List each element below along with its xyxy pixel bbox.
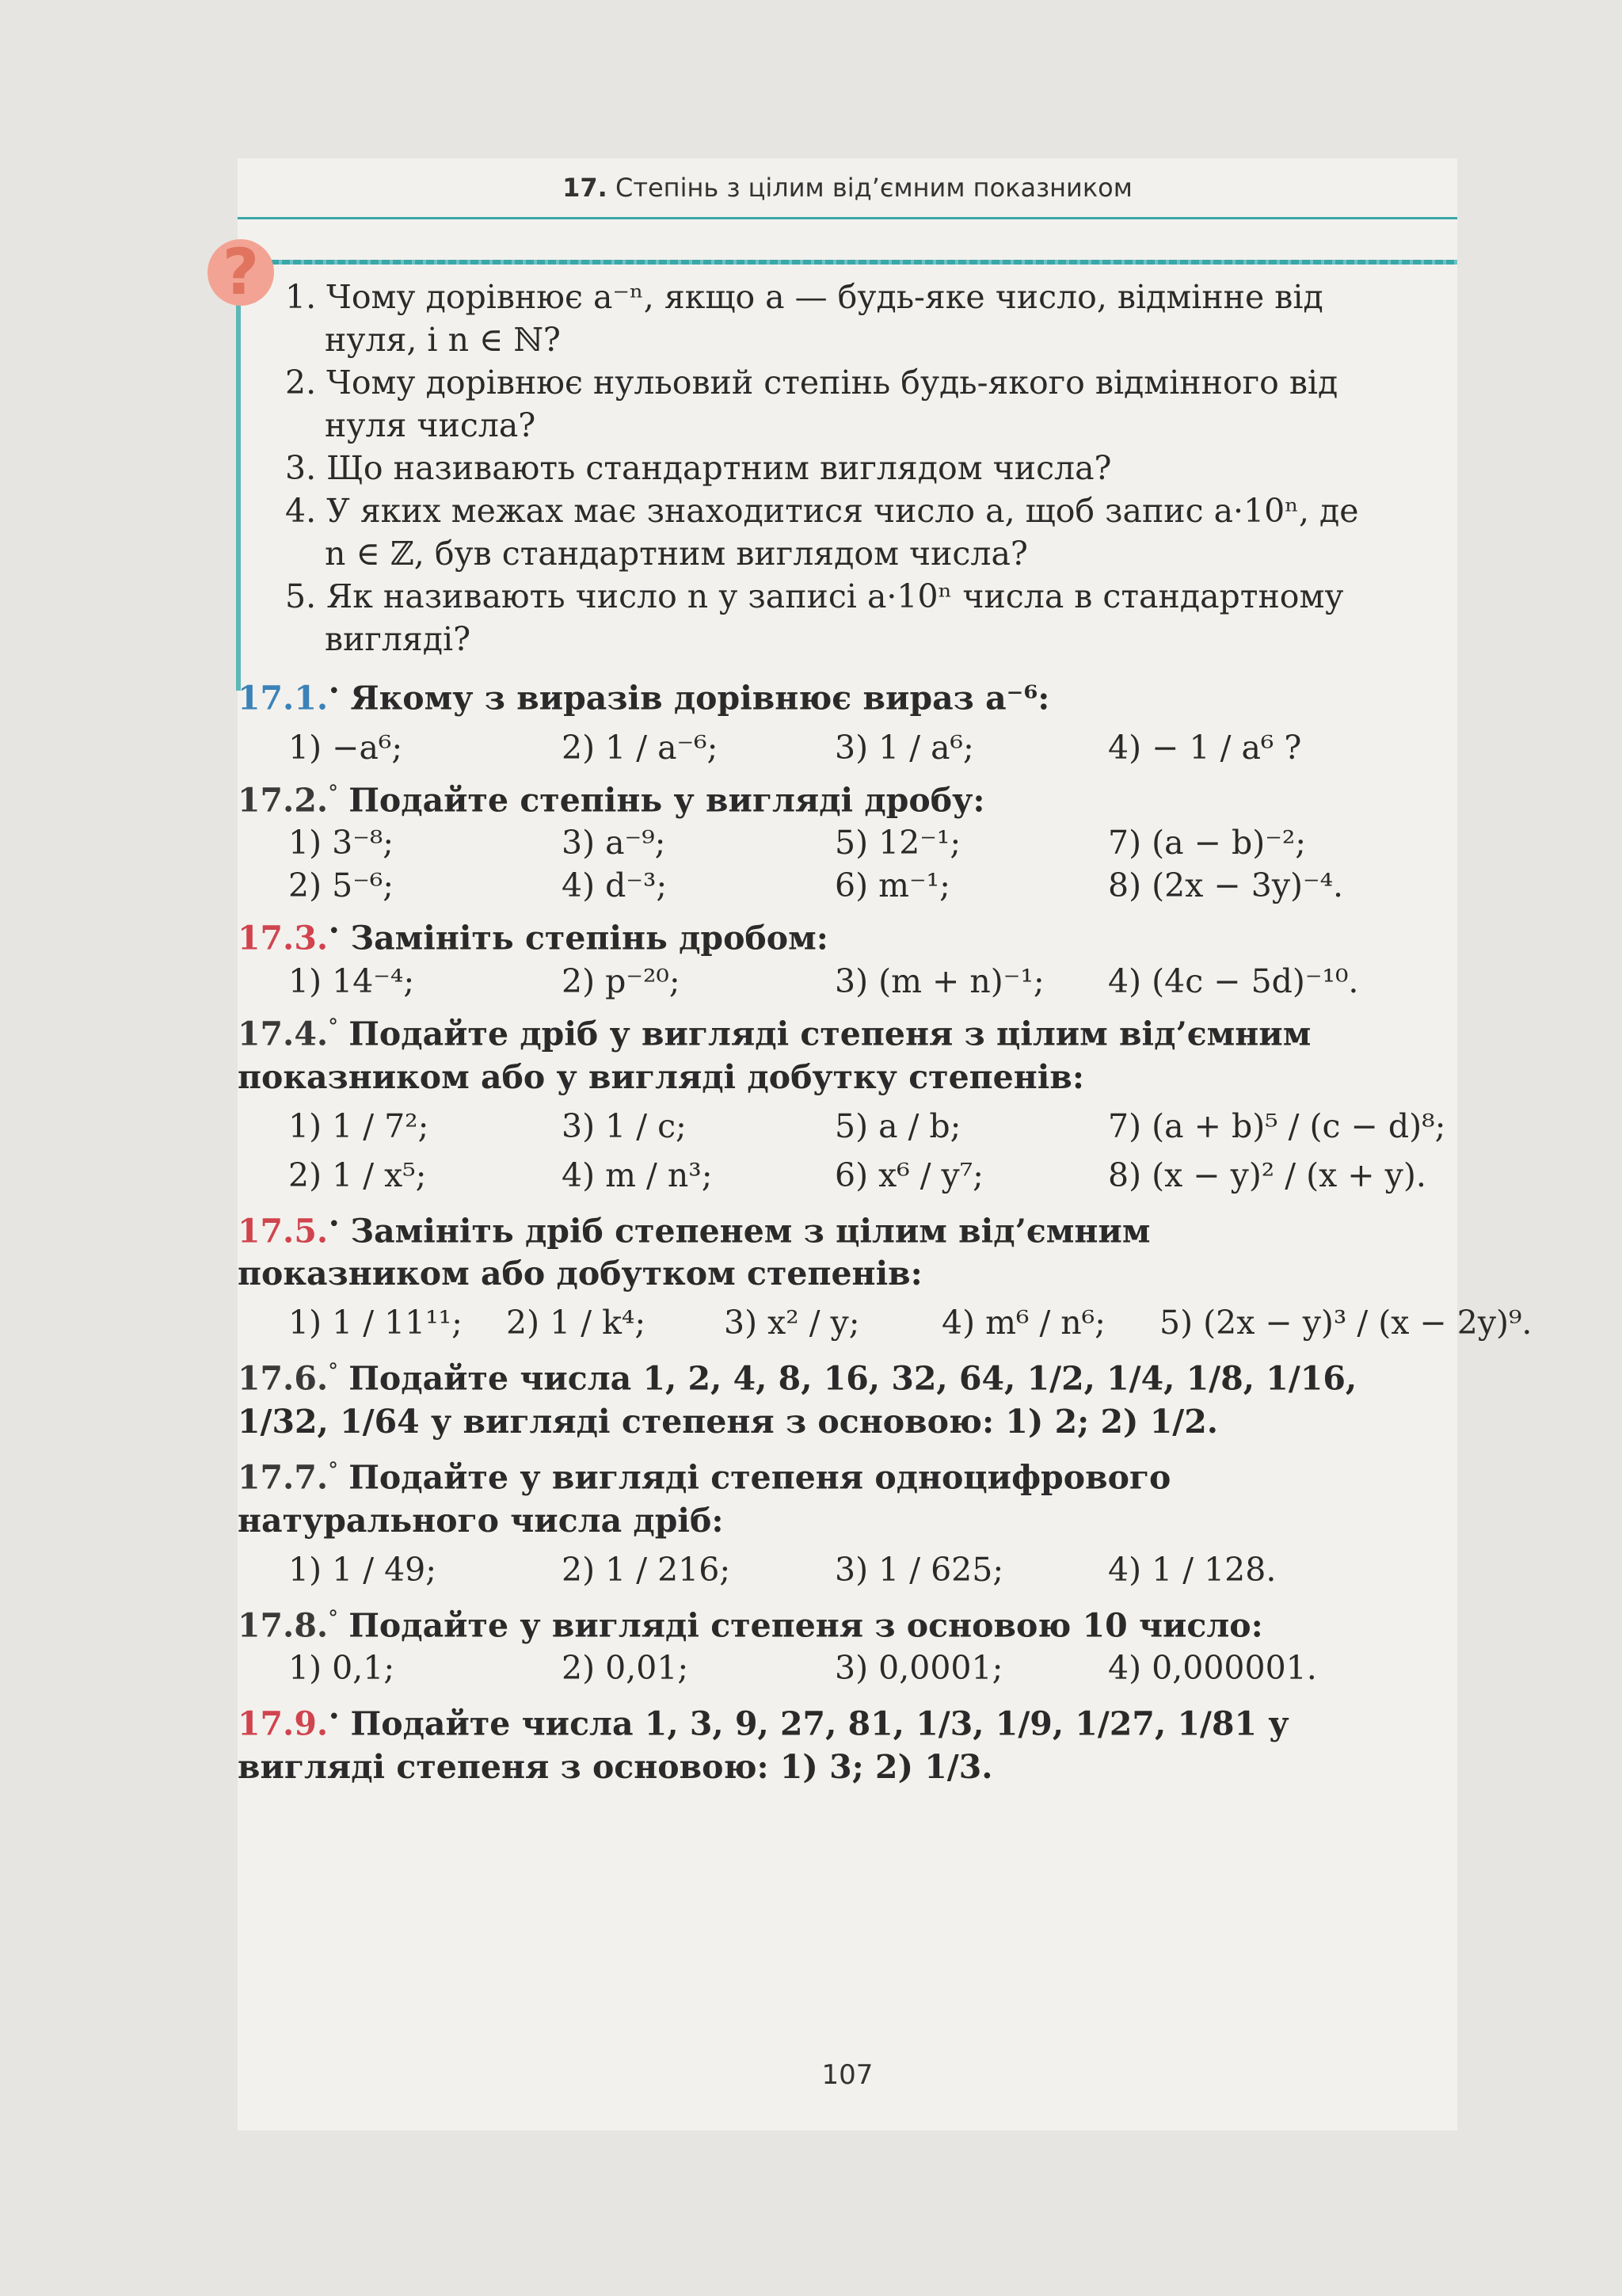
exercise-text: Подайте числа 1, 2, 4, 8, 16, 32, 64, 1/2, 1/4, 1/8, 1/16, 1/32, 1/64 у вигляді степеня з основою: 1) 2; 2) 1/2. bbox=[238, 1359, 1357, 1441]
item: 3) a⁻⁹; bbox=[562, 824, 666, 862]
item: 2) p⁻²⁰; bbox=[562, 961, 680, 1000]
exercise-text: Подайте у вигляді степеня з основою 10 число: bbox=[348, 1606, 1263, 1645]
item: 2) 0,01; bbox=[562, 1649, 689, 1688]
exercise-text: Замініть степінь дробом: bbox=[350, 919, 828, 958]
item: 3) (m + n)⁻¹; bbox=[835, 961, 1045, 1000]
item: 5) 12⁻¹; bbox=[835, 824, 961, 862]
item: 8) (2x − 3y)⁻⁴. bbox=[1108, 866, 1344, 905]
question-3: 3. Що називають стандартним виглядом числа? bbox=[285, 449, 1112, 487]
exercise-text: Замініть дріб степенем з цілим від’ємним показником або добутком степенів: bbox=[238, 1212, 1151, 1293]
textbook-page bbox=[222, 158, 1533, 2130]
item: 3) 1 / 625; bbox=[835, 1550, 1004, 1589]
difficulty-mark: ° bbox=[328, 1606, 339, 1631]
exercise-17-6 bbox=[238, 1350, 1386, 1443]
option: 2) 1 / a⁻⁶; bbox=[562, 728, 718, 767]
exercise-text: Подайте дріб у вигляді степеня з цілим від’ємним показником або у вигляді добутку степенів: bbox=[238, 1015, 1312, 1096]
item: 5) a / b; bbox=[835, 1106, 961, 1145]
header-rule bbox=[238, 217, 1457, 219]
item: 1) 14⁻⁴; bbox=[288, 961, 415, 1000]
item: 1) 0,1; bbox=[288, 1649, 395, 1688]
item: 4) 0,000001. bbox=[1108, 1649, 1317, 1688]
option: 3) 1 / a⁶; bbox=[835, 728, 974, 767]
page-content bbox=[238, 266, 1533, 1788]
exercise-17-5 bbox=[238, 1203, 1386, 1296]
exercise-number: 17.3. bbox=[238, 919, 329, 958]
item: 8) (x − y)² / (x + y). bbox=[1108, 1156, 1426, 1194]
item: 6) x⁶ / y⁷; bbox=[835, 1156, 984, 1194]
item: 2) 1 / 216; bbox=[562, 1550, 731, 1589]
item: 6) m⁻¹; bbox=[835, 866, 950, 905]
item: 1) 3⁻⁸; bbox=[288, 824, 394, 862]
question-2: 2. Чому дорівнює нульовий степінь будь-якого відмінного від нуля числа? bbox=[285, 364, 1338, 444]
question-mark-icon: ? bbox=[208, 239, 274, 306]
exercise-17-9 bbox=[238, 1696, 1386, 1788]
review-questions bbox=[285, 276, 1386, 661]
difficulty-mark: ° bbox=[328, 1015, 339, 1039]
exercise-17-4 bbox=[238, 1006, 1386, 1099]
question-4: 4. У яких межах має знаходитися число a, щоб запис a·10ⁿ, де n ∈ ℤ, був стандартним виглядом числа? bbox=[285, 492, 1359, 573]
difficulty-mark: • bbox=[328, 1705, 341, 1730]
question-1: 1. Чому дорівнює a⁻ⁿ, якщо a — будь-яке число, відмінне від нуля, і n ∈ ℕ? bbox=[285, 278, 1323, 359]
exercise-number: 17.5. bbox=[238, 1212, 329, 1251]
item: 4) m⁶ / n⁶; bbox=[942, 1304, 1106, 1342]
exercise-number: 17.4. bbox=[238, 1015, 329, 1053]
item: 2) 1 / k⁴; bbox=[506, 1304, 646, 1342]
exercise-17-8-items bbox=[288, 1647, 1386, 1689]
exercise-17-2-row-1 bbox=[288, 821, 1386, 864]
exercise-number: 17.2. bbox=[238, 781, 329, 820]
exercise-17-2-row-2 bbox=[288, 864, 1386, 907]
questions-top-bar bbox=[238, 260, 1457, 265]
exercise-17-3-items bbox=[288, 960, 1386, 1003]
exercise-17-7 bbox=[238, 1449, 1386, 1542]
difficulty-mark: ° bbox=[328, 1360, 339, 1384]
exercise-number: 17.9. bbox=[238, 1704, 329, 1743]
exercise-text: Якому з виразів дорівнює вираз a⁻⁶: bbox=[350, 679, 1050, 718]
question-5: 5. Як називають число n у записі a·10ⁿ числа в стандартному вигляді? bbox=[285, 577, 1344, 658]
exercise-17-5-items bbox=[288, 1301, 1533, 1344]
exercise-17-8 bbox=[238, 1597, 1386, 1647]
item: 3) x² / y; bbox=[724, 1304, 860, 1342]
option: 1) −a⁶; bbox=[288, 728, 403, 767]
difficulty-mark: ° bbox=[328, 1458, 339, 1483]
difficulty-mark: ° bbox=[328, 781, 339, 805]
exercise-17-1-options bbox=[288, 726, 1386, 769]
item: 1) 1 / 11¹¹; bbox=[288, 1304, 463, 1342]
difficulty-mark: • bbox=[328, 920, 341, 944]
section-title: Степінь з цілим від’ємним показником bbox=[615, 173, 1133, 203]
item: 4) (4c − 5d)⁻¹⁰. bbox=[1108, 961, 1359, 1000]
exercise-17-1 bbox=[238, 670, 1386, 720]
exercise-number: 17.8. bbox=[238, 1606, 329, 1645]
exercise-text: Подайте числа 1, 3, 9, 27, 81, 1/3, 1/9, 1/27, 1/81 у вигляді степеня з основою: 1) 3; 2) 1/3. bbox=[238, 1704, 1289, 1786]
page-number: 107 bbox=[821, 2059, 874, 2091]
exercise-number: 17.6. bbox=[238, 1359, 329, 1398]
item: 3) 1 / c; bbox=[562, 1106, 687, 1145]
item: 2) 1 / x⁵; bbox=[288, 1156, 427, 1194]
exercise-text: Подайте степінь у вигляді дробу: bbox=[348, 781, 985, 820]
difficulty-mark: • bbox=[328, 1212, 341, 1236]
item: 1) 1 / 49; bbox=[288, 1550, 437, 1589]
exercise-17-2 bbox=[238, 772, 1386, 822]
item: 1) 1 / 7²; bbox=[288, 1106, 429, 1145]
item: 5) (2x − y)³ / (x − 2y)⁹. bbox=[1159, 1304, 1533, 1342]
exercise-17-3 bbox=[238, 910, 1386, 960]
exercise-text: Подайте у вигляді степеня одноцифрового натурального числа дріб: bbox=[238, 1458, 1171, 1540]
item: 4) 1 / 128. bbox=[1108, 1550, 1277, 1589]
item: 7) (a − b)⁻²; bbox=[1108, 824, 1307, 862]
item: 4) m / n³; bbox=[562, 1156, 713, 1194]
exercise-17-4-row-2 bbox=[288, 1154, 1426, 1197]
item: 2) 5⁻⁶; bbox=[288, 866, 394, 905]
exercise-number: 17.7. bbox=[238, 1458, 329, 1497]
page-header bbox=[238, 158, 1457, 203]
section-number: 17. bbox=[562, 173, 607, 203]
option: 4) − 1 / a⁶ ? bbox=[1108, 728, 1302, 767]
item: 3) 0,0001; bbox=[835, 1649, 1003, 1688]
difficulty-mark: • bbox=[328, 680, 341, 703]
item: 4) d⁻³; bbox=[562, 866, 668, 905]
item: 7) (a + b)⁵ / (c − d)⁸; bbox=[1108, 1106, 1446, 1145]
exercise-17-4-row-1 bbox=[288, 1105, 1446, 1148]
exercise-17-7-items bbox=[288, 1548, 1386, 1591]
exercise-number: 17.1. bbox=[238, 679, 329, 718]
